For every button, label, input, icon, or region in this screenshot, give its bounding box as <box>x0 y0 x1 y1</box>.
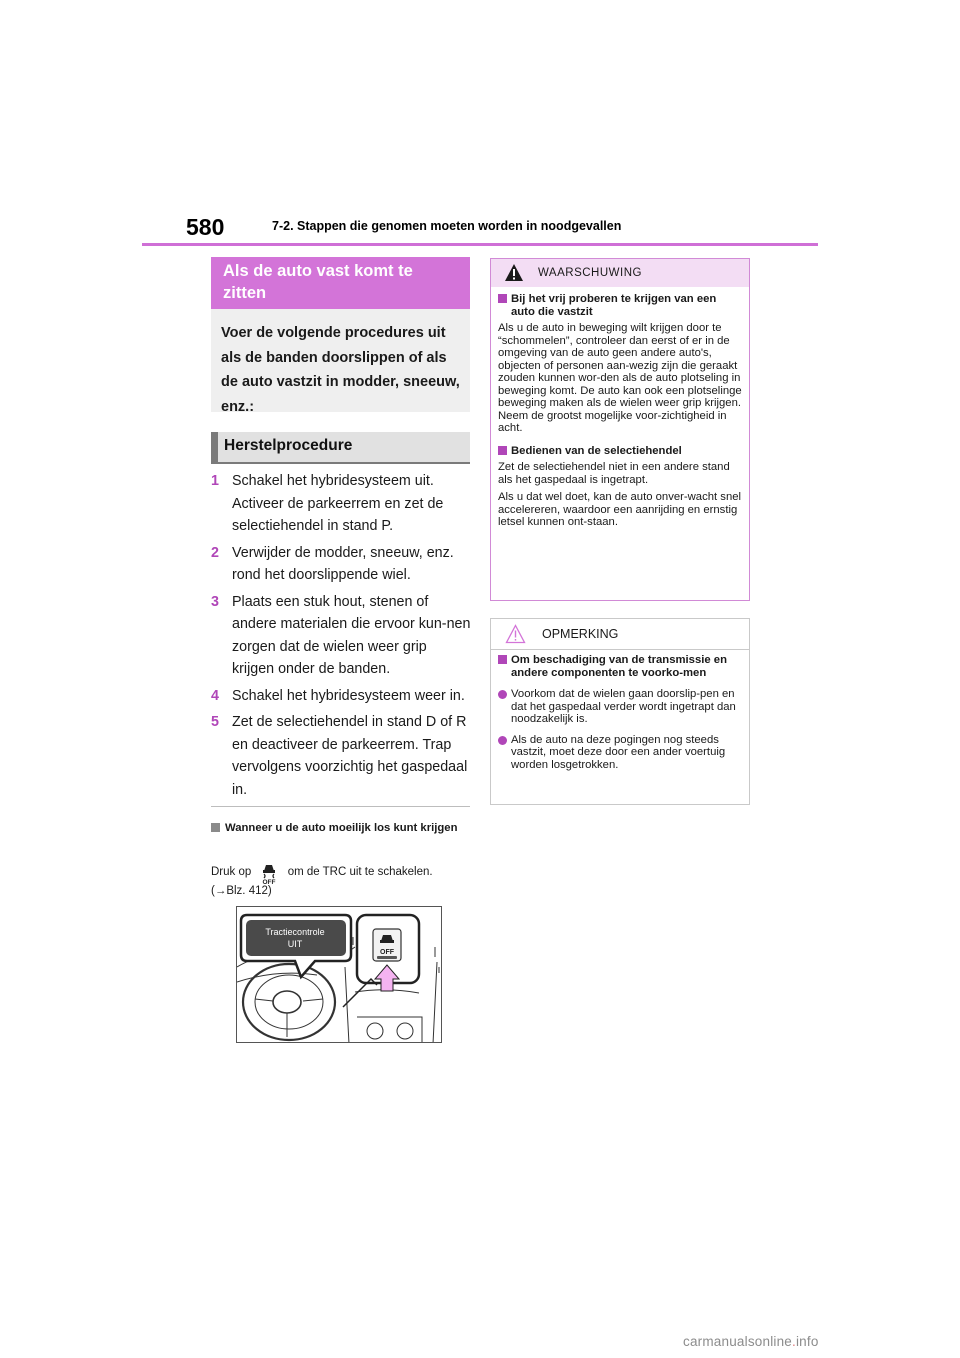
notice-bullet-text: Voorkom dat de wielen gaan doorslip-pen en dat het gaspedaal verder wordt ingetrapt dan noodzakelijk is. <box>511 688 736 725</box>
watermark <box>683 1334 819 1349</box>
square-bullet-icon <box>498 655 507 664</box>
trc-off-label: OFF <box>262 879 276 885</box>
step-text: Schakel het hybridesysteem uit. Activeer de parkeerrem en zet de selectiehendel in stand P. <box>232 473 444 534</box>
procedure-heading-label: Herstelprocedure <box>224 437 353 454</box>
watermark-part1: carmanualsonline <box>683 1334 793 1349</box>
notice-bullet <box>498 688 742 726</box>
note-text-after: om de TRC uit te schakelen. <box>287 866 433 878</box>
notice-title: OPMERKING <box>542 627 619 641</box>
intro-text: Voer de volgende procedures uit als de banden doorslippen of als de auto vastzit in modder, sneeuw, enz.: <box>211 309 470 412</box>
warning-heading-text: Bedienen van de selectiehendel <box>511 444 682 457</box>
note-text-before: Druk op <box>211 866 252 878</box>
note-heading <box>211 822 466 835</box>
page-reference: (→Blz. 412) <box>211 885 272 897</box>
procedure-steps <box>211 470 471 805</box>
step-item <box>211 591 471 681</box>
section-divider <box>211 806 470 807</box>
page-number: 580 <box>186 214 225 240</box>
warning-triangle-icon <box>504 263 524 282</box>
warning-heading <box>498 293 742 318</box>
step-number: 2 <box>211 544 219 561</box>
heading-rule <box>211 462 470 464</box>
notice-box <box>490 618 750 805</box>
step-item <box>211 470 471 538</box>
notice-body <box>498 654 742 779</box>
warning-body <box>498 293 742 534</box>
step-number: 3 <box>211 593 219 610</box>
notice-header <box>491 619 749 650</box>
step-number: 1 <box>211 473 219 489</box>
warning-paragraph: Als u dat wel doet, kan de auto onver-wacht snel accelereren, waardoor een aanrijding en ernstig letsel kunnen ont-staan. <box>498 491 742 528</box>
notice-bullet <box>498 734 742 772</box>
trc-message-line2: UIT <box>287 939 303 949</box>
caution-triangle-icon <box>505 624 526 644</box>
trc-message-line1: Tractiecontrole <box>265 927 325 937</box>
step-item <box>211 542 471 587</box>
watermark-dot: . <box>792 1334 796 1349</box>
square-bullet-icon <box>498 294 507 303</box>
warning-box <box>490 258 750 601</box>
trc-button-illustration <box>236 906 442 1043</box>
watermark-part2: info <box>795 1334 819 1349</box>
trc-off-icon <box>258 861 280 885</box>
step-text: Verwijder de modder, sneeuw, enz. rond het doorslippende wiel. <box>232 544 454 583</box>
square-bullet-icon <box>498 446 507 455</box>
warning-header <box>491 259 749 287</box>
step-number: 5 <box>211 714 219 730</box>
figure-off-label: OFF <box>380 949 394 956</box>
step-text: Schakel het hybridesysteem weer in. <box>232 687 465 704</box>
notice-bullet-text: Als de auto na deze pogingen nog steeds vastzit, moet deze door een ander voertuig worden losgetrokken. <box>511 733 726 771</box>
notice-heading-text: Om beschadiging van de transmissie en andere componenten te voorko-men <box>511 654 727 679</box>
topic-title: Als de auto vast komt te zitten <box>211 257 470 309</box>
step-text: Plaats een stuk hout, stenen of andere materialen die ervoor kun-nen zorgen dat de wielen weer grip krijgen onder de banden. <box>232 593 471 677</box>
square-bullet-icon <box>211 823 220 832</box>
step-item <box>211 685 471 708</box>
trc-off-message <box>245 919 345 963</box>
round-bullet-icon <box>498 736 507 745</box>
warning-paragraph: Als u de auto in beweging wilt krijgen door te “schommelen”, controleer dan eerst of er in de omgeving van de auto geen andere auto's, objecten of personen aan-wezig zijn die geraakt zouden kunnen wor-den als de auto plotseling in beweging komt. De auto kan ook een plotselinge beweging maken als de wielen weer grip krijgen. Neem de grootst mogelijke voor-zichtigheid in acht. <box>498 322 742 434</box>
step-number: 4 <box>211 687 219 704</box>
heading-accent-bar <box>211 432 218 462</box>
section-title: 7-2. Stappen die genomen moeten worden in noodgevallen <box>272 219 622 233</box>
notice-heading <box>498 654 742 679</box>
procedure-heading <box>211 432 470 462</box>
step-text: Zet de selectiehendel in stand D of R en deactiveer de parkeerrem. Trap vervolgens voorzichtig het gaspedaal in. <box>232 714 468 798</box>
note-text <box>211 861 471 898</box>
step-item <box>211 711 471 801</box>
round-bullet-icon <box>498 690 507 699</box>
warning-heading-text: Bij het vrij proberen te krijgen van een auto die vastzit <box>511 293 717 318</box>
header-rule <box>142 243 818 246</box>
warning-paragraph: Zet de selectiehendel niet in een andere stand als het gaspedaal is ingetrapt. <box>498 461 730 486</box>
note-heading-text: Wanneer u de auto moeilijk los kunt krijgen <box>225 822 458 834</box>
warning-title: WAARSCHUWING <box>538 267 642 279</box>
warning-heading <box>498 445 742 458</box>
